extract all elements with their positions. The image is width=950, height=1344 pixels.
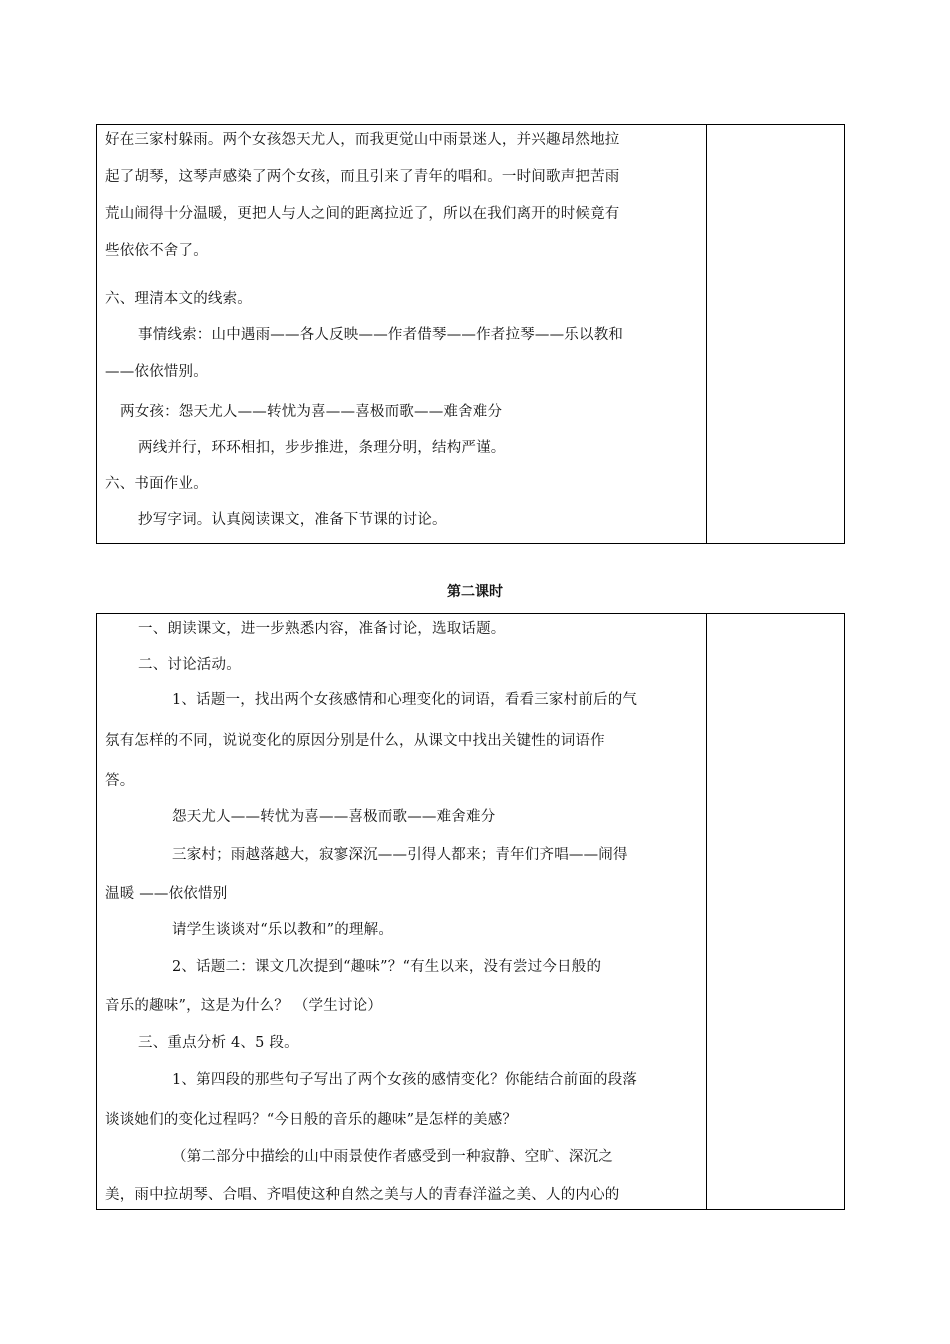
text-line: 温暖 ——依依惜别	[105, 886, 228, 902]
text-line: 谈谈她们的变化过程吗？“今日般的音乐的趣味”是怎样的美感？	[105, 1112, 518, 1128]
text-line: 音乐的趣味”，这是为什么？ （学生讨论）	[105, 998, 383, 1014]
text-line: 好在三家村躲雨。两个女孩怨天尤人，而我更觉山中雨景迷人，并兴趣昂然地拉	[105, 132, 620, 148]
text-line: 2、话题二：课文几次提到“趣味”？“有生以来，没有尝过今日般的	[172, 959, 602, 975]
text-line: ——依依惜别。	[105, 364, 208, 380]
text-line: 一、朗读课文，进一步熟悉内容，准备讨论，选取话题。	[138, 621, 506, 637]
notes-column	[706, 125, 707, 543]
text-line: 些依依不舍了。	[105, 243, 208, 259]
section-heading: 第二课时	[447, 584, 503, 600]
text-line: 三家村；雨越落越大，寂寥深沉——引得人都来；青年们齐唱——闹得	[172, 847, 628, 863]
text-line: 请学生谈谈对“乐以教和”的理解。	[172, 922, 394, 938]
text-line: 两女孩：怨天尤人——转忧为喜——喜极而歌——难舍难分	[120, 404, 503, 420]
text-line: 美，雨中拉胡琴、合唱、齐唱使这种自然之美与人的青春洋溢之美、人的内心的	[105, 1187, 620, 1203]
text-line: 抄写字词。认真阅读课文，准备下节课的讨论。	[138, 512, 447, 528]
text-line: 起了胡琴，这琴声感染了两个女孩，而且引来了青年的唱和。一时间歌声把苦雨	[105, 169, 620, 185]
text-line: 两线并行，环环相扣，步步推进，条理分明，结构严谨。	[138, 440, 506, 456]
notes-column	[706, 614, 707, 1209]
text-line: 荒山闹得十分温暖，更把人与人之间的距离拉近了，所以在我们离开的时候竟有	[105, 206, 620, 222]
text-line: 怨天尤人——转忧为喜——喜极而歌——难舍难分	[172, 809, 496, 825]
text-line: 1、话题一，找出两个女孩感情和心理变化的词语，看看三家村前后的气	[172, 692, 638, 708]
text-line: （第二部分中描绘的山中雨景使作者感受到一种寂静、空旷、深沉之	[172, 1149, 613, 1165]
text-line: 六、书面作业。	[105, 476, 208, 492]
text-line: 六、理清本文的线索。	[105, 291, 252, 307]
text-line: 答。	[105, 773, 135, 789]
text-line: 三、重点分析 4、5 段。	[138, 1035, 299, 1051]
text-line: 事情线索：山中遇雨——各人反映——作者借琴——作者拉琴——乐以教和	[138, 327, 624, 343]
text-line: 二、讨论活动。	[138, 657, 241, 673]
text-line: 氛有怎样的不同，说说变化的原因分别是什么，从课文中找出关键性的词语作	[105, 733, 605, 749]
text-line: 1、第四段的那些句子写出了两个女孩的感情变化？你能结合前面的段落	[172, 1072, 638, 1088]
